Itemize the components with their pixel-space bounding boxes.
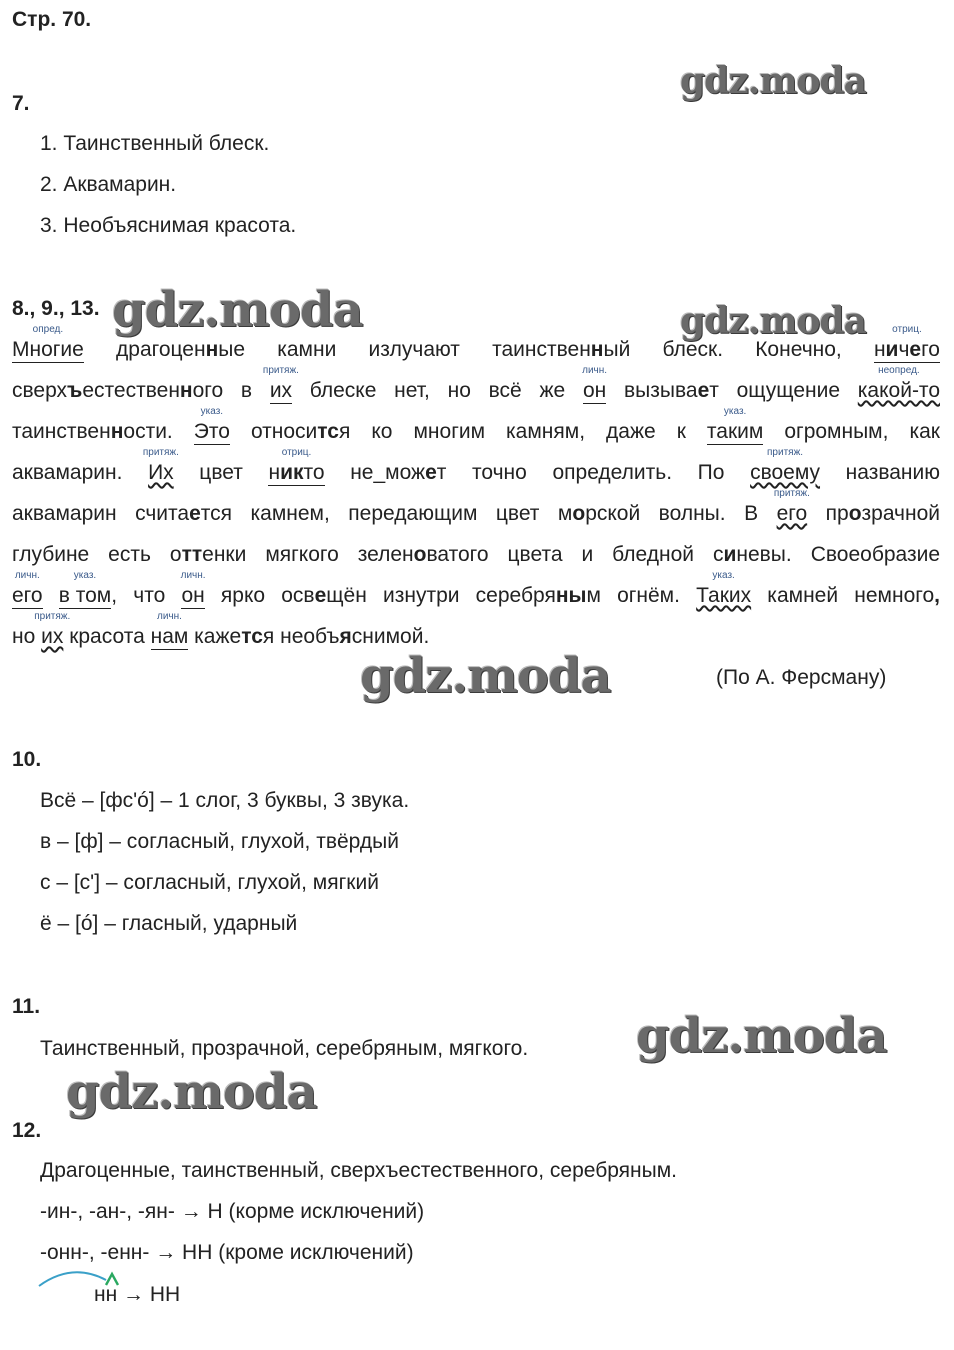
grammar-label: притяж. xyxy=(262,365,299,376)
watermark: gdz.moda xyxy=(636,1008,887,1064)
text-line: его личн. в том указ. , что он личн. ярко освещён изнутри серебряным огнём. Таких указ. камней немного, xyxy=(12,570,940,607)
exercise-number: 11. xyxy=(12,995,41,1018)
grammar-label: неопред. xyxy=(878,365,920,376)
list-item: 2. Аквамарин. xyxy=(40,173,177,196)
list-item: в – [ф] – согласный, глухой, твёрдый xyxy=(40,830,399,853)
exercise-number: 7. xyxy=(12,92,30,115)
list-item: Всё – [фс'ó] – 1 слог, 3 буквы, 3 звука. xyxy=(40,789,410,812)
text-line: сверхъестественного в их притяж. блеске нет, но всё же он личн. вызывает ощущение какой-то неопред. xyxy=(12,365,940,402)
watermark: gdz.moda xyxy=(66,1064,317,1120)
text-line: аквамарин. Их притяж. цвет никто отриц. не_может точно определить. По своему притяж. названию xyxy=(12,447,940,484)
list-item: -ин-, -ан-, -ян- → Н (корме исключений) xyxy=(40,1200,425,1223)
list-item: с – [с'] – согласный, глухой, мягкий xyxy=(40,871,379,894)
list-item: нн → НН xyxy=(94,1283,181,1306)
exercise-number: 10. xyxy=(12,748,42,771)
exercise-number: 8., 9., 13. xyxy=(12,297,100,320)
grammar-label: личн. xyxy=(14,570,40,581)
grammar-label: опред. xyxy=(32,324,64,335)
grammar-label: указ. xyxy=(200,406,224,417)
grammar-label: притяж. xyxy=(142,447,179,458)
exercise-number: 12. xyxy=(12,1119,42,1142)
list-item: Драгоценные, таинственный, сверхъестественного, серебряным. xyxy=(40,1159,678,1182)
page-title: Стр. 70. xyxy=(12,8,92,31)
list-item: -онн-, -енн- → НН (кроме исключений) xyxy=(40,1241,414,1264)
list-item: ё – [ó] – гласный, ударный xyxy=(40,912,298,935)
text-line: таинственности. Это указ. относится ко многим камням, даже к таким указ. огромным, как xyxy=(12,406,940,443)
grammar-label: личн. xyxy=(582,365,608,376)
grammar-label: личн. xyxy=(156,611,182,622)
grammar-label: указ. xyxy=(712,570,735,581)
watermark: gdz.moda xyxy=(680,60,866,102)
list-item: 3. Необъяснимая красота. xyxy=(40,214,297,237)
grammar-label: притяж. xyxy=(773,488,810,499)
text-line: аквамарин считается камнем, передающим цвет морской волны. В его притяж. прозрачной xyxy=(12,488,941,525)
text-source: (По А. Ферсману) xyxy=(716,666,887,689)
text-line: Многие опред. драгоценные камни излучают таинственный блеск. Конечно, ничего отриц. xyxy=(12,324,940,361)
watermark: gdz.moda xyxy=(360,648,611,704)
answer-line: Таинственный, прозрачной, серебряным, мягкого. xyxy=(40,1037,529,1060)
text-line: но их притяж. красота нам личн. кажется необъяснимой. xyxy=(12,611,430,648)
grammar-label: указ. xyxy=(73,570,97,581)
watermark: gdz.moda xyxy=(680,300,866,342)
list-item: 1. Таинственный блеск. xyxy=(40,132,270,155)
grammar-label: отриц. xyxy=(892,324,922,335)
grammar-label: притяж. xyxy=(767,447,804,458)
text-line: глубине есть оттенки мягкого зеленоватого цвета и бледной синевы. Своеобразие xyxy=(12,543,941,566)
grammar-label: указ. xyxy=(723,406,747,417)
grammar-label: отриц. xyxy=(281,447,312,458)
grammar-label: личн. xyxy=(180,570,206,581)
watermark: gdz.moda xyxy=(112,282,363,338)
grammar-label: притяж. xyxy=(34,611,71,622)
